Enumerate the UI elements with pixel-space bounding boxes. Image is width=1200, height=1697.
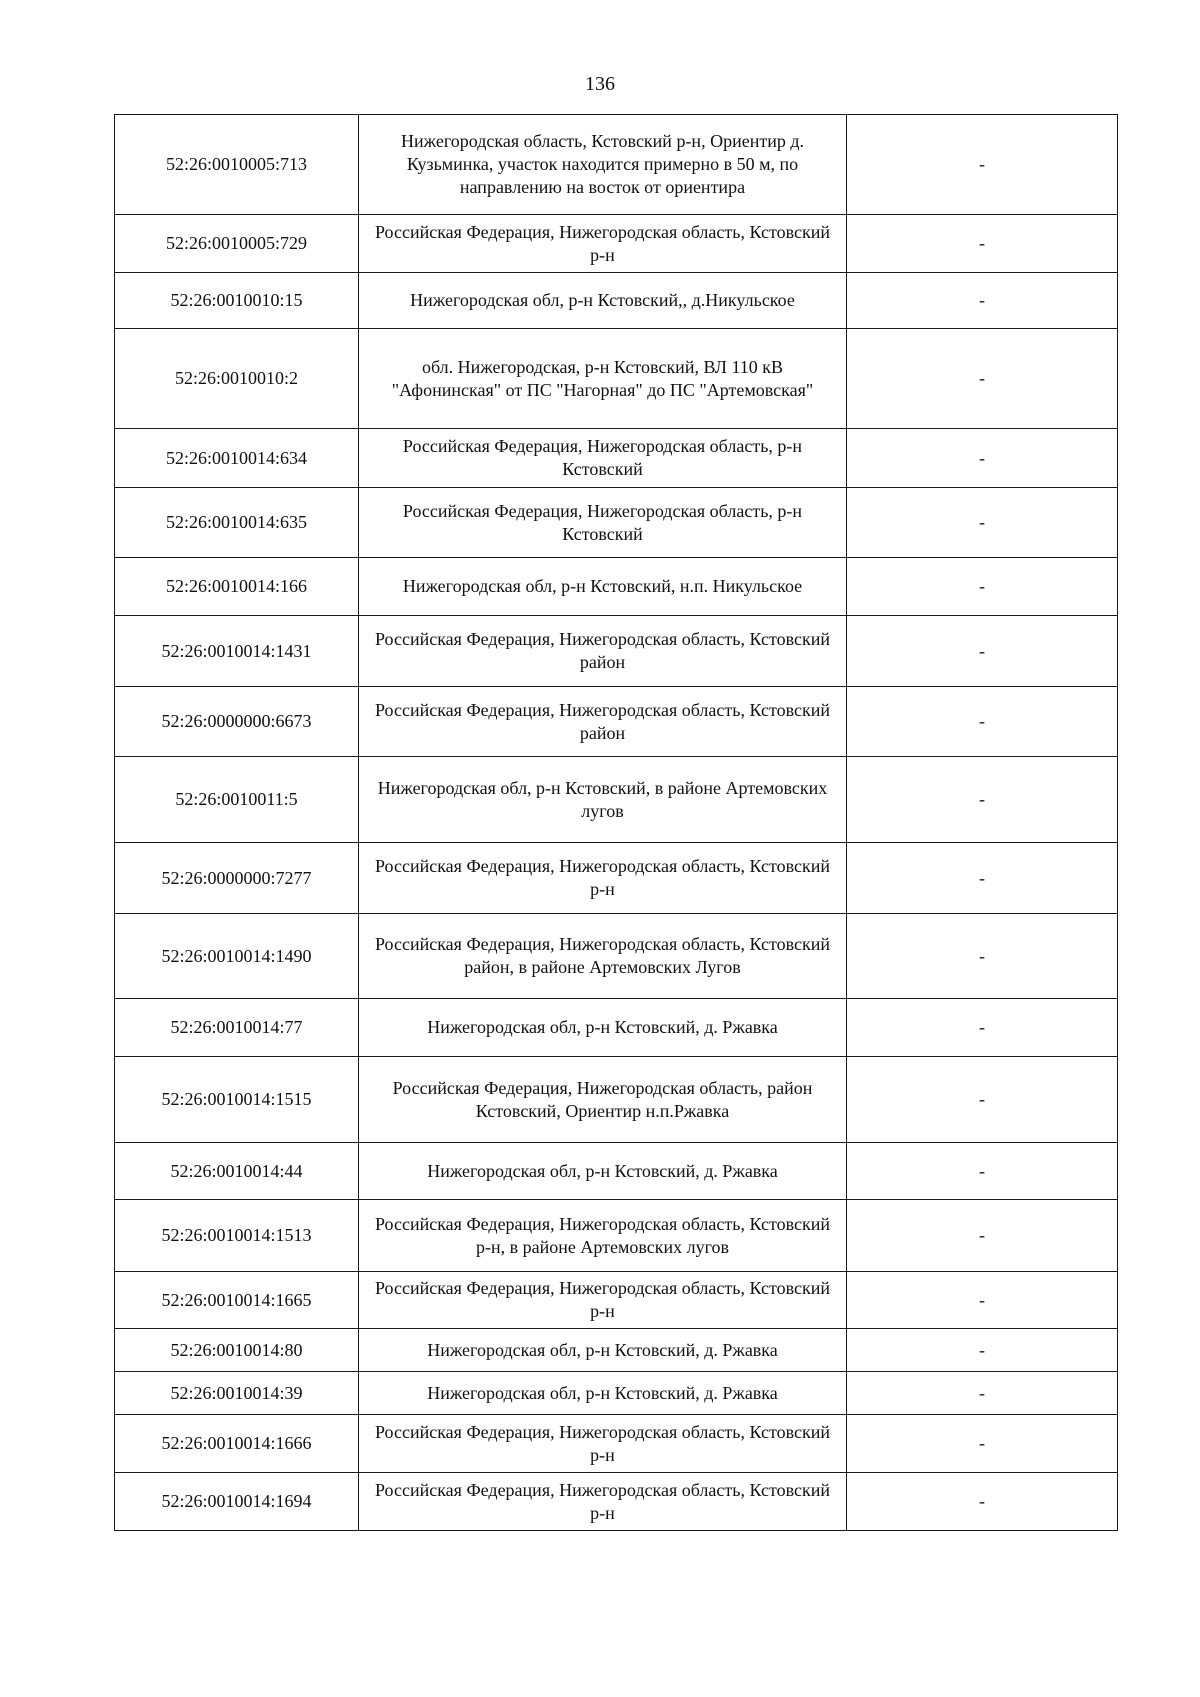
note-cell: - [847,687,1118,757]
table-row [115,1143,1118,1200]
note-cell: - [847,1200,1118,1272]
cadastral-number-cell: 52:26:0010014:1694 [115,1473,359,1531]
address-cell: Нижегородская обл, р-н Кстовский, д. Ржавка [359,1329,847,1372]
note-cell: - [847,843,1118,914]
address-cell: Российская Федерация, Нижегородская область, Кстовский р-н, в районе Артемовских лугов [359,1200,847,1272]
address-cell: Нижегородская обл, р-н Кстовский, н.п. Никульское [359,558,847,616]
table-row [115,843,1118,914]
cadastral-number-cell: 52:26:0010014:44 [115,1143,359,1200]
address-cell: Российская Федерация, Нижегородская область, Кстовский район, в районе Артемовских Лугов [359,914,847,999]
table-row [115,1473,1118,1531]
address-cell: Российская Федерация, Нижегородская область, Кстовский р-н [359,843,847,914]
table-row [115,215,1118,273]
cadastral-number-cell: 52:26:0010014:39 [115,1372,359,1415]
cadastral-number-cell: 52:26:0010010:15 [115,273,359,329]
table-row [115,1372,1118,1415]
note-cell: - [847,616,1118,687]
note-cell: - [847,488,1118,558]
note-cell: - [847,999,1118,1057]
cadastral-number-cell: 52:26:0010014:1665 [115,1272,359,1329]
address-cell: Российская Федерация, Нижегородская область, Кстовский р-н [359,1415,847,1473]
note-cell: - [847,558,1118,616]
cadastral-number-cell: 52:26:0010014:1666 [115,1415,359,1473]
table-row [115,115,1118,215]
address-cell: Российская Федерация, Нижегородская область, Кстовский район [359,687,847,757]
address-cell: Нижегородская обл, р-н Кстовский, в районе Артемовских лугов [359,757,847,843]
note-cell: - [847,1272,1118,1329]
table-row [115,1272,1118,1329]
table-row [115,429,1118,488]
address-cell: Российская Федерация, Нижегородская область, район Кстовский, Ориентир н.п.Ржавка [359,1057,847,1143]
note-cell: - [847,215,1118,273]
cadastral-number-cell: 52:26:0010014:166 [115,558,359,616]
address-cell: Российская Федерация, Нижегородская область, р-н Кстовский [359,429,847,488]
cadastral-number-cell: 52:26:0000000:6673 [115,687,359,757]
cadastral-number-cell: 52:26:0010014:1431 [115,616,359,687]
note-cell: - [847,1372,1118,1415]
note-cell: - [847,273,1118,329]
table-row [115,999,1118,1057]
cadastral-number-cell: 52:26:0010014:1513 [115,1200,359,1272]
table-row [115,914,1118,999]
cadastral-number-cell: 52:26:0010014:77 [115,999,359,1057]
table-row [115,1415,1118,1473]
cadastral-number-cell: 52:26:0010010:2 [115,329,359,429]
table-row [115,616,1118,687]
note-cell: - [847,1143,1118,1200]
note-cell: - [847,757,1118,843]
cadastral-number-cell: 52:26:0010014:1515 [115,1057,359,1143]
address-cell: Нижегородская область, Кстовский р-н, Ориентир д. Кузьминка, участок находится примерно в 50 м, по направлению на восток от ориентира [359,115,847,215]
address-cell: Российская Федерация, Нижегородская область, Кстовский р-н [359,215,847,273]
table-row [115,1329,1118,1372]
address-cell: Нижегородская обл, р-н Кстовский, д. Ржавка [359,1143,847,1200]
note-cell: - [847,329,1118,429]
cadastral-number-cell: 52:26:0010014:1490 [115,914,359,999]
address-cell: Российская Федерация, Нижегородская область, р-н Кстовский [359,488,847,558]
table-row [115,273,1118,329]
address-cell: Нижегородская обл, р-н Кстовский, д. Ржавка [359,999,847,1057]
address-cell: Нижегородская обл, р-н Кстовский,, д.Никульское [359,273,847,329]
cadastral-number-cell: 52:26:0010011:5 [115,757,359,843]
cadastral-number-cell: 52:26:0010005:713 [115,115,359,215]
note-cell: - [847,115,1118,215]
table-row [115,687,1118,757]
address-cell: обл. Нижегородская, р-н Кстовский, ВЛ 110 кВ "Афонинская" от ПС "Нагорная" до ПС "Артемовская" [359,329,847,429]
cadastral-table-body [115,115,1118,1531]
address-cell: Российская Федерация, Нижегородская область, Кстовский р-н [359,1473,847,1531]
address-cell: Нижегородская обл, р-н Кстовский, д. Ржавка [359,1372,847,1415]
note-cell: - [847,429,1118,488]
note-cell: - [847,1473,1118,1531]
cadastral-number-cell: 52:26:0010014:634 [115,429,359,488]
address-cell: Российская Федерация, Нижегородская область, Кстовский район [359,616,847,687]
table-row [115,488,1118,558]
cadastral-number-cell: 52:26:0000000:7277 [115,843,359,914]
note-cell: - [847,1329,1118,1372]
address-cell: Российская Федерация, Нижегородская область, Кстовский р-н [359,1272,847,1329]
cadastral-number-cell: 52:26:0010014:635 [115,488,359,558]
table-row [115,1200,1118,1272]
table-row [115,329,1118,429]
table-row [115,558,1118,616]
table-row [115,757,1118,843]
cadastral-number-cell: 52:26:0010014:80 [115,1329,359,1372]
page-number: 136 [585,73,615,95]
note-cell: - [847,1415,1118,1473]
cadastral-table [114,114,1118,1531]
table-row [115,1057,1118,1143]
note-cell: - [847,1057,1118,1143]
cadastral-number-cell: 52:26:0010005:729 [115,215,359,273]
note-cell: - [847,914,1118,999]
